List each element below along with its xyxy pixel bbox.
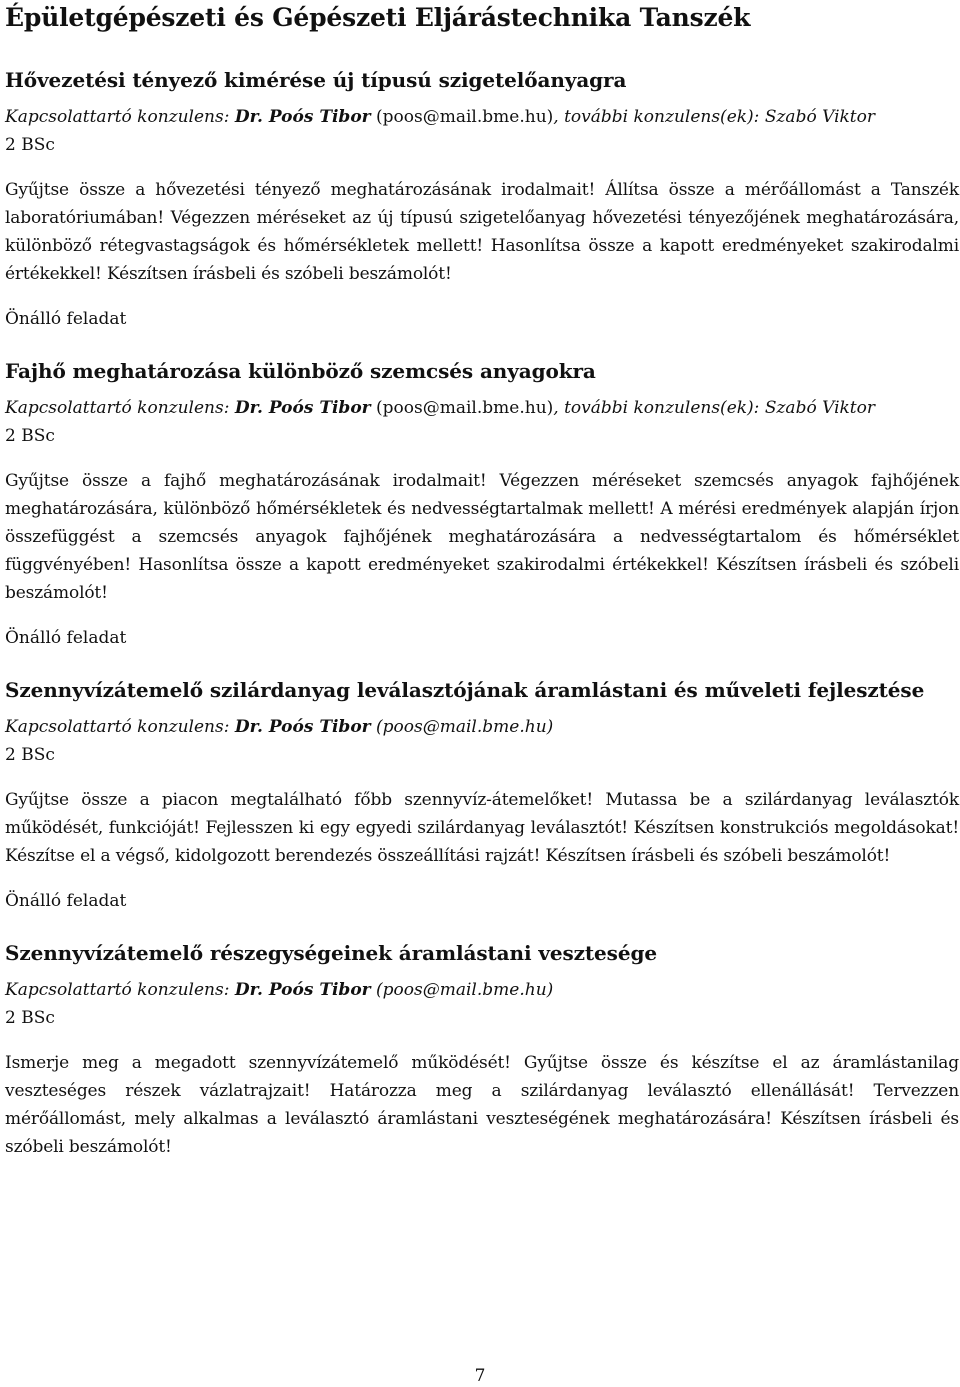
additional-consultant-label: , további konzulens(ek): — [553, 398, 760, 418]
project-title: Szennyvízátemelő szilárdanyag leválasztójának áramlástani és műveleti fejlesztése — [5, 678, 925, 702]
additional-consultant-label: , további konzulens(ek): — [553, 107, 760, 127]
consultant-email: (poos@mail.bme.hu) — [376, 980, 554, 1000]
project-entry — [5, 939, 959, 1161]
project-entry — [5, 676, 959, 915]
project-description — [5, 467, 959, 607]
consultant-line — [5, 103, 959, 131]
project-description — [5, 1049, 959, 1161]
description-text: Gyűjtse össze a fajhő meghatározásának irodalmait! Végezzen méréseket szemcsés anyagok fajhőjének meghatározására, különböző hőmérsékletek és nedvességtartalmak mellett! A mérési eredmények alapján írjon összefüggést a szemcsés anyagok fajhőjének meghatározására a nedvességtartalom és hőmérséklet függvényében! Hasonlítsa össze a kapott eredményeket szakirodalmi értékekkel! Készítsen írásbeli és szóbeli beszámolót! — [5, 471, 959, 603]
project-entry — [5, 357, 959, 652]
consultant-name: Dr. Poós Tibor — [234, 980, 371, 1000]
task-type: Önálló feladat — [5, 891, 127, 911]
project-description — [5, 786, 959, 870]
additional-consultant-name: Szabó Viktor — [764, 107, 875, 127]
task-type: Önálló feladat — [5, 309, 127, 329]
consultant-label: Kapcsolattartó konzulens: — [5, 980, 230, 1000]
consultant-email: (poos@mail.bme.hu) — [376, 107, 554, 127]
description-text: Ismerje meg a megadott szennyvízátemelő működését! Gyűjtse össze és készítse el az áramlástanilag veszteséges részek vázlatrajzait! Határozza meg a szilárdanyag leválasztó ellenállását! Tervezzen mérőállomást, mely alkalmas a leválasztó áramlástani veszteségének meghatározására! Készítsen írásbeli és szóbeli beszámolót! — [5, 1053, 959, 1157]
department-title: Épületgépészeti és Gépészeti Eljárástechnika Tanszék — [5, 3, 751, 32]
additional-consultant-name: Szabó Viktor — [764, 398, 875, 418]
project-title: Hővezetési tényező kimérése új típusú szigetelőanyagra — [5, 68, 627, 92]
consultant-email: (poos@mail.bme.hu) — [376, 717, 554, 737]
level-label: 2 BSc — [5, 1008, 55, 1028]
consultant-name: Dr. Poós Tibor — [234, 107, 371, 127]
project-title: Szennyvízátemelő részegységeinek áramlástani vesztesége — [5, 941, 657, 965]
task-type: Önálló feladat — [5, 628, 127, 648]
page-number: 7 — [474, 1366, 486, 1386]
project-entry — [5, 66, 959, 333]
consultant-line — [5, 713, 959, 741]
description-text: Gyűjtse össze a piacon megtalálható főbb szennyvíz-átemelőket! Mutassa be a szilárdanyag leválasztók működését, funkcióját! Fejlesszen ki egy egyedi szilárdanyag leválasztót! Készítsen konstrukciós megoldásokat! Készítse el a végső, kidolgozott berendezés összeállítási rajzát! Készítsen írásbeli és szóbeli beszámolót! — [5, 790, 959, 866]
consultant-line — [5, 976, 959, 1004]
consultant-email: (poos@mail.bme.hu) — [376, 398, 554, 418]
consultant-line — [5, 394, 959, 422]
project-description — [5, 176, 959, 288]
document-page — [5, 0, 959, 1161]
level-label: 2 BSc — [5, 745, 55, 765]
consultant-label: Kapcsolattartó konzulens: — [5, 717, 230, 737]
consultant-name: Dr. Poós Tibor — [234, 717, 371, 737]
consultant-label: Kapcsolattartó konzulens: — [5, 107, 230, 127]
description-text: Gyűjtse össze a hővezetési tényező meghatározásának irodalmait! Állítsa össze a mérőállomást a Tanszék laboratóriumában! Végezzen méréseket az új típusú szigetelőanyag hővezetési tényezőjének meghatározására, különböző rétegvastagságok és hőmérsékletek mellett! Hasonlítsa össze a kapott eredményeket szakirodalmi értékekkel! Készítsen írásbeli és szóbeli beszámolót! — [5, 180, 959, 284]
consultant-label: Kapcsolattartó konzulens: — [5, 398, 230, 418]
consultant-name: Dr. Poós Tibor — [234, 398, 371, 418]
level-label: 2 BSc — [5, 426, 55, 446]
project-title: Fajhő meghatározása különböző szemcsés anyagokra — [5, 359, 596, 383]
level-label: 2 BSc — [5, 135, 55, 155]
